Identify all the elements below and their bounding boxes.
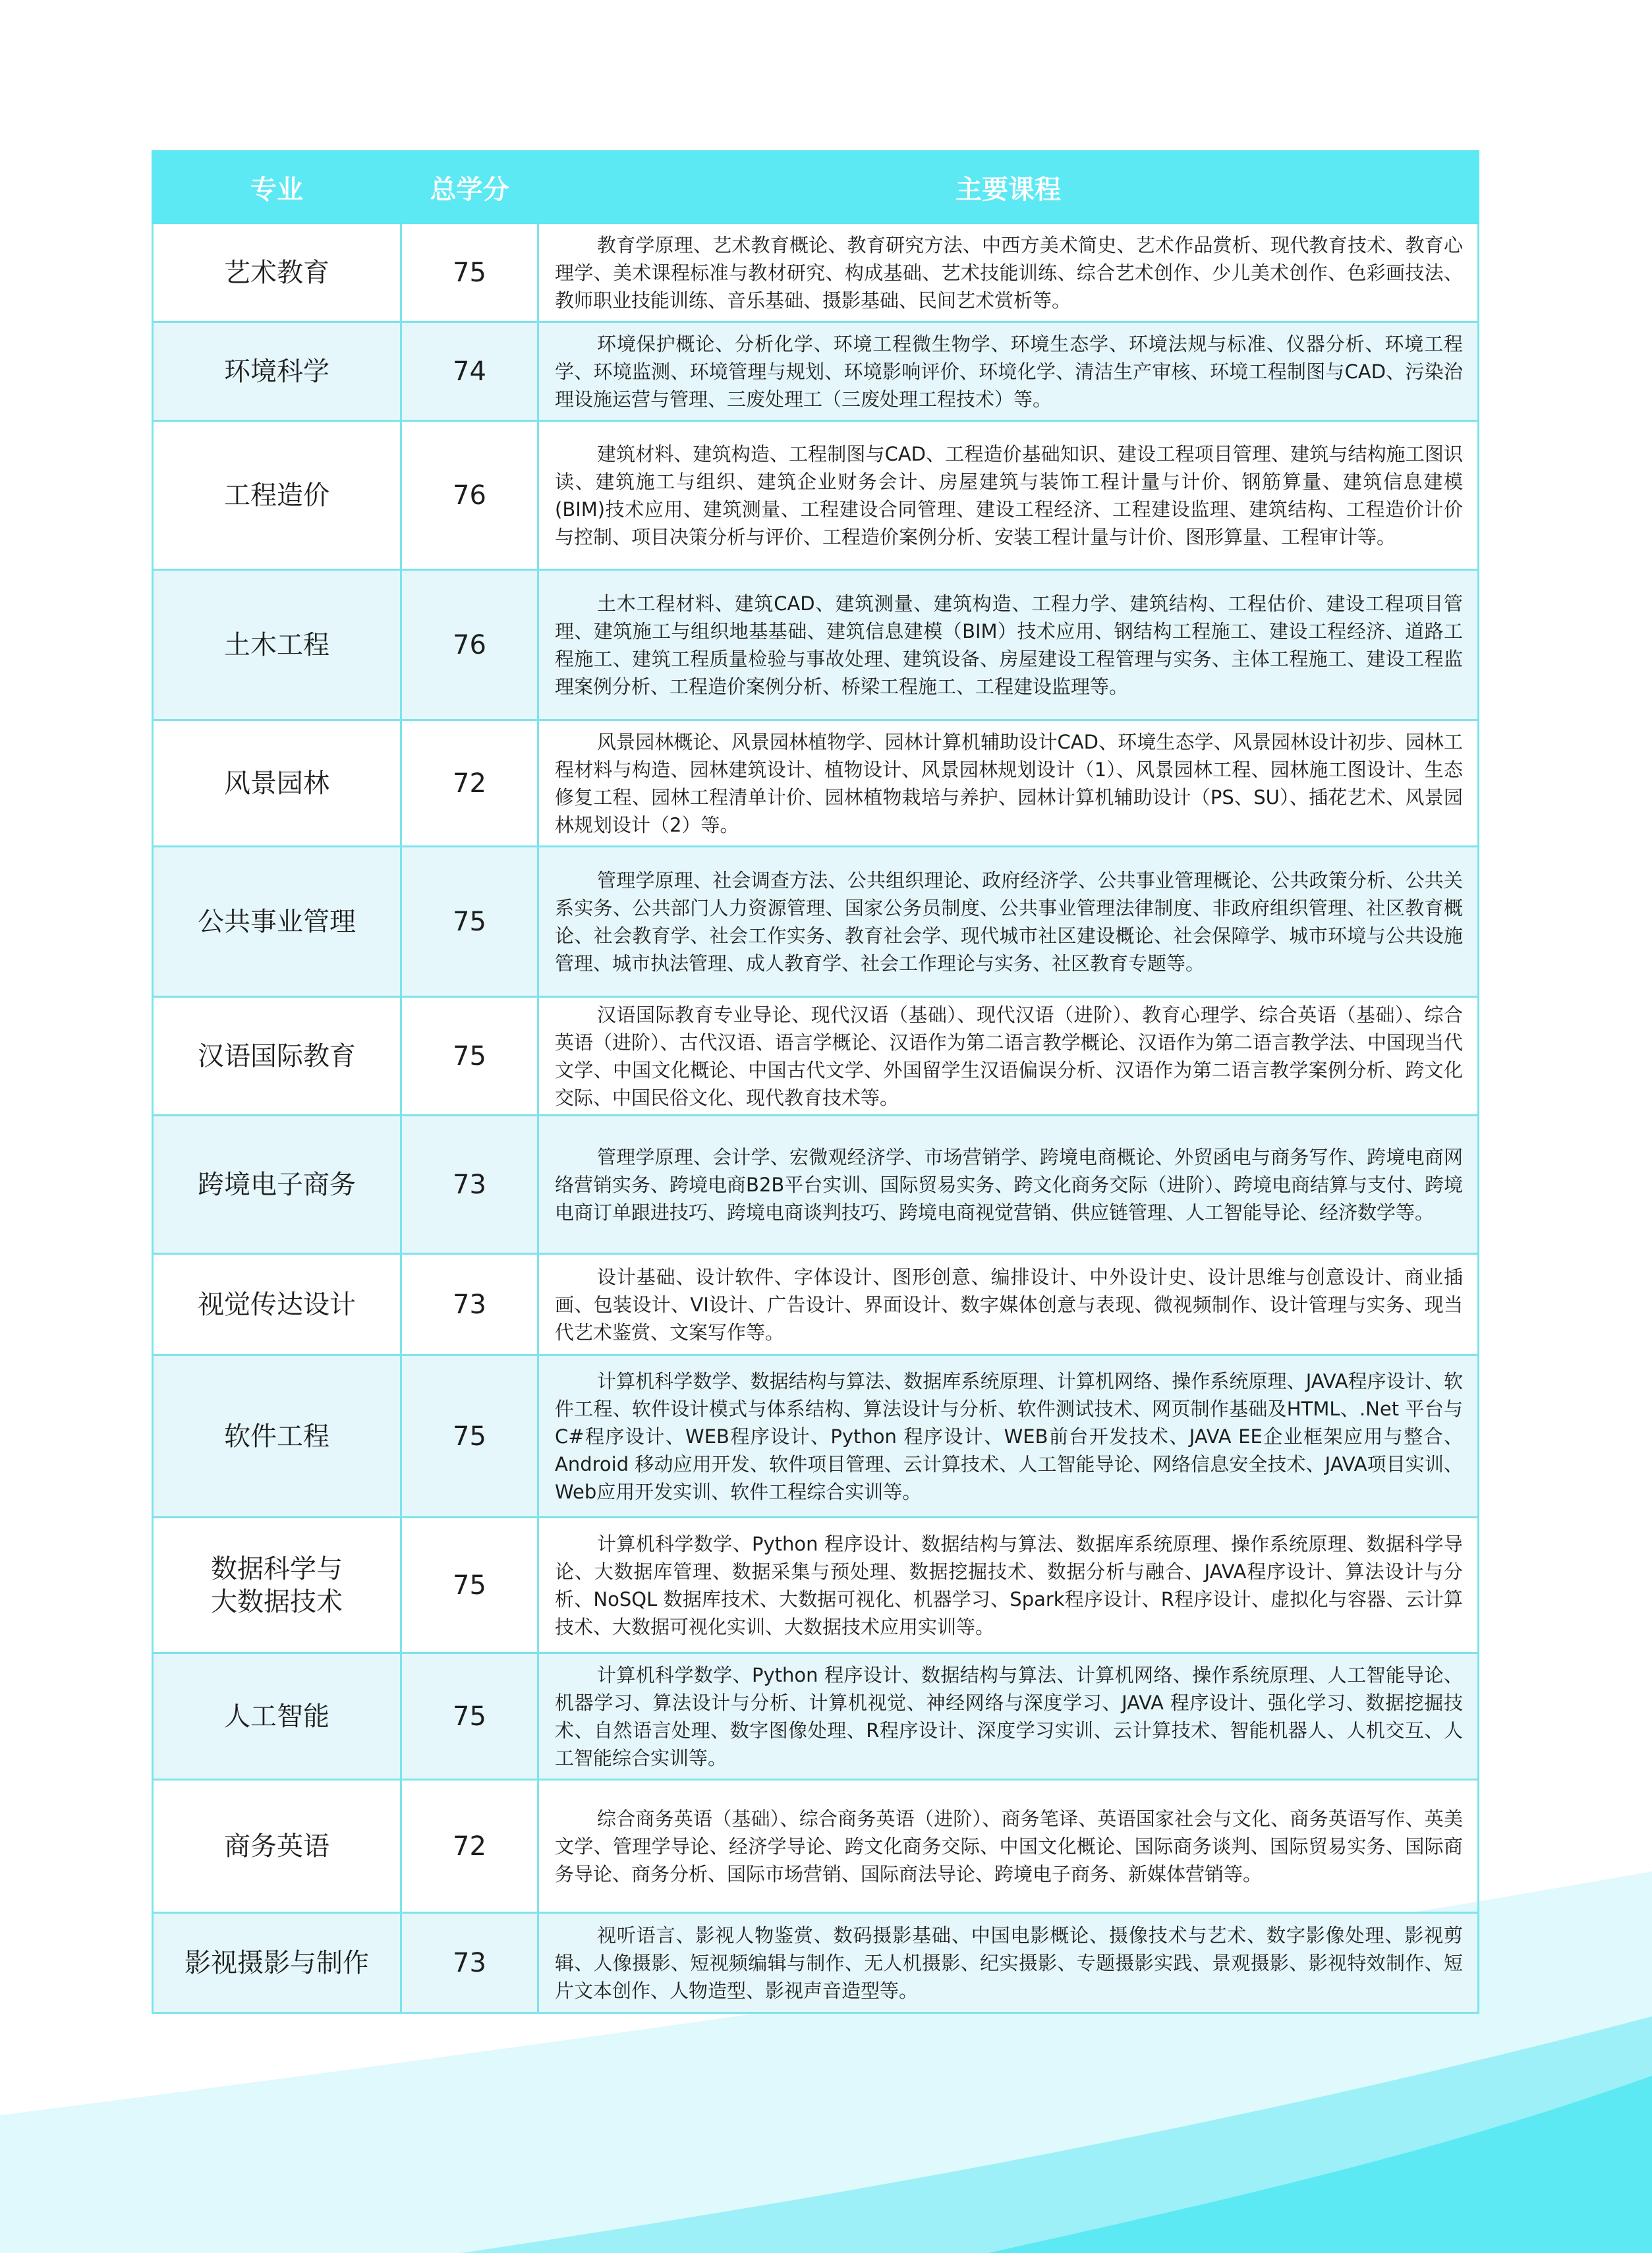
credits-cell: 76 — [401, 570, 538, 720]
table-row — [153, 1913, 1479, 2013]
courses-cell: 设计基础、设计软件、字体设计、图形创意、编排设计、中外设计史、设计思维与创意设计、商业插画、包装设计、VI设计、广告设计、界面设计、数字媒体创意与表现、微视频制作、设计管理与实务、现当代艺术鉴赏、文案写作等。 — [538, 1254, 1479, 1355]
major-cell: 环境科学 — [153, 322, 401, 421]
courses-cell: 环境保护概论、分析化学、环境工程微生物学、环境生态学、环境法规与标准、仪器分析、环境工程学、环境监测、环境管理与规划、环境影响评价、环境化学、清洁生产审核、环境工程制图与CAD、污染治理设施运营与管理、三废处理工（三废处理工程技术）等。 — [538, 322, 1479, 421]
table-row — [153, 720, 1479, 847]
table-row — [153, 322, 1479, 421]
major-cell: 软件工程 — [153, 1355, 401, 1518]
courses-cell: 管理学原理、会计学、宏微观经济学、市场营销学、跨境电商概论、外贸函电与商务写作、跨境电商网络营销实务、跨境电商B2B平台实训、国际贸易实务、跨文化商务交际（进阶）、跨境电商结算与支付、跨境电商订单跟进技巧、跨境电商谈判技巧、跨境电商视觉营销、供应链管理、人工智能导论、经济数学等。 — [538, 1116, 1479, 1254]
header-courses: 主要课程 — [538, 152, 1479, 223]
courses-cell: 土木工程材料、建筑CAD、建筑测量、建筑构造、工程力学、建筑结构、工程估价、建设工程项目管理、建筑施工与组织地基基础、建筑信息建模（BIM）技术应用、钢结构工程施工、建设工程经济、道路工程施工、建筑工程质量检验与事故处理、建筑设备、房屋建设工程管理与实务、主体工程施工、建设工程监理案例分析、工程造价案例分析、桥梁工程施工、工程建设监理等。 — [538, 570, 1479, 720]
courses-cell: 教育学原理、艺术教育概论、教育研究方法、中西方美术简史、艺术作品赏析、现代教育技术、教育心理学、美术课程标准与教材研究、构成基础、艺术技能训练、综合艺术创作、少儿美术创作、色彩画技法、教师职业技能训练、音乐基础、摄影基础、民间艺术赏析等。 — [538, 223, 1479, 322]
major-cell: 视觉传达设计 — [153, 1254, 401, 1355]
credits-cell: 75 — [401, 223, 538, 322]
table-row — [153, 1780, 1479, 1913]
credits-cell: 72 — [401, 1780, 538, 1913]
credits-cell: 73 — [401, 1254, 538, 1355]
major-cell: 风景园林 — [153, 720, 401, 847]
credits-cell: 74 — [401, 322, 538, 421]
courses-cell: 建筑材料、建筑构造、工程制图与CAD、工程造价基础知识、建设工程项目管理、建筑与结构施工图识读、建筑施工与组织、建筑企业财务会计、房屋建筑与装饰工程计量与计价、钢筋算量、建筑信息建模(BIM)技术应用、建筑测量、工程建设合同管理、建设工程经济、工程建设监理、建筑结构、工程造价计价与控制、项目决策分析与评价、工程造价案例分析、安装工程计量与计价、图形算量、工程审计等。 — [538, 421, 1479, 570]
table-row — [153, 847, 1479, 997]
header-credits: 总学分 — [401, 152, 538, 223]
credits-cell: 75 — [401, 1355, 538, 1518]
credits-cell: 75 — [401, 997, 538, 1116]
table-row — [153, 1518, 1479, 1653]
table-row — [153, 421, 1479, 570]
major-cell: 工程造价 — [153, 421, 401, 570]
credits-cell: 75 — [401, 847, 538, 997]
major-cell: 汉语国际教育 — [153, 997, 401, 1116]
table-row — [153, 1254, 1479, 1355]
credits-cell: 73 — [401, 1116, 538, 1254]
major-cell: 跨境电子商务 — [153, 1116, 401, 1254]
credits-cell: 75 — [401, 1653, 538, 1780]
major-cell: 土木工程 — [153, 570, 401, 720]
courses-cell: 计算机科学数学、数据结构与算法、数据库系统原理、计算机网络、操作系统原理、JAVA程序设计、软件工程、软件设计模式与体系结构、算法设计与分析、软件测试技术、网页制作基础及HTML、.Net 平台与C#程序设计、WEB程序设计、Python 程序设计、WEB前台开发技术、JAVA EE企业框架应用与整合、Android 移动应用开发、软件项目管理、云计算技术、人工智能导论、网络信息安全技术、JAVA项目实训、Web应用开发实训、软件工程综合实训等。 — [538, 1355, 1479, 1518]
major-cell: 艺术教育 — [153, 223, 401, 322]
credits-cell: 72 — [401, 720, 538, 847]
table-row — [153, 997, 1479, 1116]
major-cell: 影视摄影与制作 — [153, 1913, 401, 2013]
credits-cell: 76 — [401, 421, 538, 570]
table-header-row — [153, 152, 1479, 223]
courses-cell: 汉语国际教育专业导论、现代汉语（基础）、现代汉语（进阶）、教育心理学、综合英语（基础）、综合英语（进阶）、古代汉语、语言学概论、汉语作为第二语言教学概论、汉语作为第二语言教学法、中国现当代文学、中国文化概论、中国古代文学、外国留学生汉语偏误分析、汉语作为第二语言教学案例分析、跨文化交际、中国民俗文化、现代教育技术等。 — [538, 997, 1479, 1116]
table-row — [153, 1653, 1479, 1780]
courses-cell: 视听语言、影视人物鉴赏、数码摄影基础、中国电影概论、摄像技术与艺术、数字影像处理、影视剪辑、人像摄影、短视频编辑与制作、无人机摄影、纪实摄影、专题摄影实践、景观摄影、影视特效制作、短片文本创作、人物造型、影视声音造型等。 — [538, 1913, 1479, 2013]
table-row — [153, 223, 1479, 322]
courses-cell: 风景园林概论、风景园林植物学、园林计算机辅助设计CAD、环境生态学、风景园林设计初步、园林工程材料与构造、园林建筑设计、植物设计、风景园林规划设计（1）、风景园林工程、园林施工图设计、生态修复工程、园林工程清单计价、园林植物栽培与养护、园林计算机辅助设计（PS、SU）、插花艺术、风景园林规划设计（2）等。 — [538, 720, 1479, 847]
major-cell: 数据科学与 大数据技术 — [153, 1518, 401, 1653]
courses-cell: 管理学原理、社会调查方法、公共组织理论、政府经济学、公共事业管理概论、公共政策分析、公共关系实务、公共部门人力资源管理、国家公务员制度、公共事业管理法律制度、非政府组织管理、社区教育概论、社会教育学、社会工作实务、教育社会学、现代城市社区建设概论、社会保障学、城市环境与公共设施管理、城市执法管理、成人教育学、社会工作理论与实务、社区教育专题等。 — [538, 847, 1479, 997]
credits-cell: 73 — [401, 1913, 538, 2013]
header-major: 专业 — [153, 152, 401, 223]
table-row — [153, 1116, 1479, 1254]
major-cell: 公共事业管理 — [153, 847, 401, 997]
courses-cell: 计算机科学数学、Python 程序设计、数据结构与算法、计算机网络、操作系统原理、人工智能导论、机器学习、算法设计与分析、计算机视觉、神经网络与深度学习、JAVA 程序设计、强化学习、数据挖掘技术、自然语言处理、数字图像处理、R程序设计、深度学习实训、云计算技术、智能机器人、人机交互、人工智能综合实训等。 — [538, 1653, 1479, 1780]
credits-cell: 75 — [401, 1518, 538, 1653]
courses-cell: 计算机科学数学、Python 程序设计、数据结构与算法、数据库系统原理、操作系统原理、数据科学导论、大数据库管理、数据采集与预处理、数据挖掘技术、数据分析与融合、JAVA程序设计、算法设计与分析、NoSQL 数据库技术、大数据可视化、机器学习、Spark程序设计、R程序设计、虚拟化与容器、云计算技术、大数据可视化实训、大数据技术应用实训等。 — [538, 1518, 1479, 1653]
table-row — [153, 1355, 1479, 1518]
curriculum-table-container — [152, 150, 1477, 2014]
major-cell: 人工智能 — [153, 1653, 401, 1780]
courses-cell: 综合商务英语（基础）、综合商务英语（进阶）、商务笔译、英语国家社会与文化、商务英语写作、英美文学、管理学导论、经济学导论、跨文化商务交际、中国文化概论、国际商务谈判、国际贸易实务、国际商务导论、商务分析、国际市场营销、国际商法导论、跨境电子商务、新媒体营销等。 — [538, 1780, 1479, 1913]
table-row — [153, 570, 1479, 720]
major-cell: 商务英语 — [153, 1780, 401, 1913]
curriculum-table — [152, 150, 1479, 2014]
